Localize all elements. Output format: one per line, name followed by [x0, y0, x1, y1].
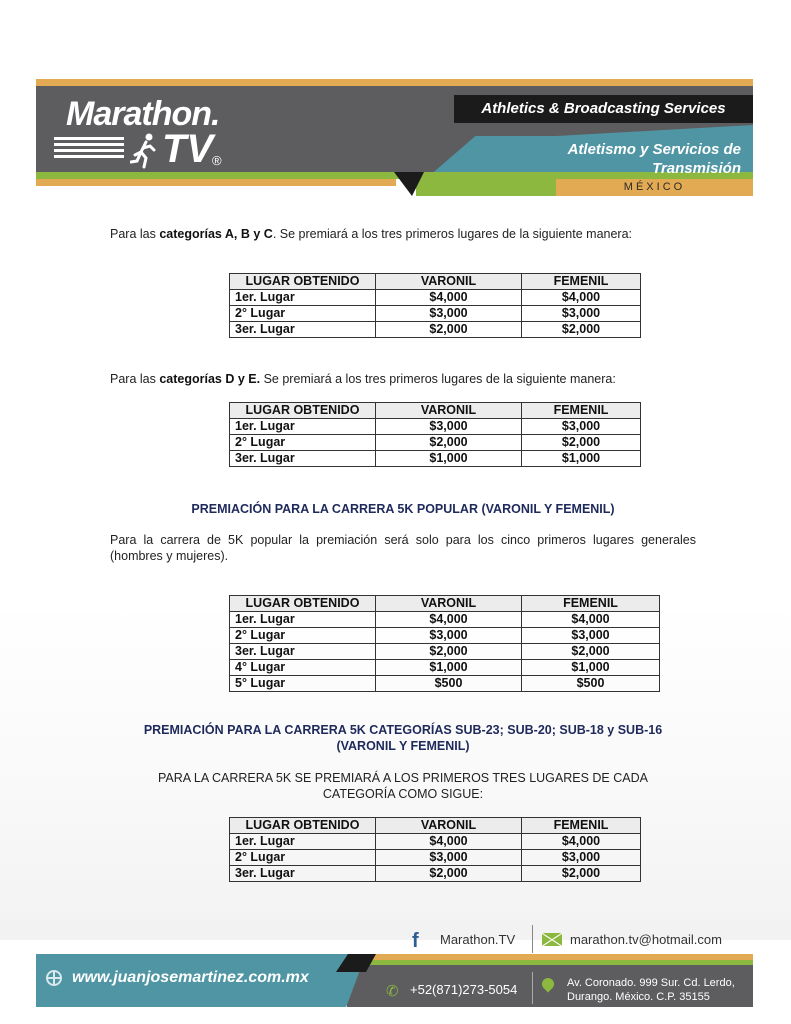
section4-title-line1: PREMIACIÓN PARA LA CARRERA 5K CATEGORÍAS SUB-23; SUB-20; SUB-18 y SUB-16: [143, 723, 663, 737]
header-cell: VARONIL: [376, 403, 522, 419]
table-cell: $1,000: [376, 660, 522, 676]
logo-word-marathon: Marathon.: [66, 95, 220, 133]
section3-title: PREMIACIÓN PARA LA CARRERA 5K POPULAR (VARONIL Y FEMENIL): [191, 502, 615, 516]
table-cell: $4,000: [522, 612, 660, 628]
table-row: [230, 435, 641, 451]
header-cell: LUGAR OBTENIDO: [230, 818, 376, 834]
table-cell: 1er. Lugar: [230, 612, 376, 628]
table-cell: $2,000: [522, 644, 660, 660]
table-cell: $4,000: [522, 834, 641, 850]
table-cell: $4,000: [376, 290, 522, 306]
prize-table-sub-categories: [229, 817, 641, 882]
table-header-row: [230, 403, 641, 419]
website-link[interactable]: www.juanjosemartinez.com.mx: [72, 969, 309, 986]
table-cell: 5° Lugar: [230, 676, 376, 692]
table-cell: $500: [522, 676, 660, 692]
table-header-row: [230, 818, 641, 834]
header-gold-strip: [36, 179, 396, 186]
table-header-row: [230, 274, 641, 290]
address: [567, 976, 735, 1004]
table-cell: 1er. Lugar: [230, 290, 376, 306]
table-row: [230, 451, 641, 467]
table-row: [230, 419, 641, 435]
header-country: MÉXICO: [556, 179, 753, 196]
header-cell: LUGAR OBTENIDO: [230, 274, 376, 290]
table-row: [230, 628, 660, 644]
table-cell: $1,000: [376, 451, 522, 467]
section3-intro: Para la carrera de 5K popular la premiación será solo para los cinco primeros lugares generales (hombres y mujeres).: [110, 533, 696, 563]
facebook-link[interactable]: Marathon.TV: [440, 932, 516, 947]
table-row: [230, 612, 660, 628]
prize-table-5k-popular: [229, 595, 660, 692]
table-cell: $3,000: [376, 419, 522, 435]
table-cell: $3,000: [376, 850, 522, 866]
header-cell: VARONIL: [376, 274, 522, 290]
table-cell: $2,000: [376, 322, 522, 338]
table-cell: 2° Lugar: [230, 850, 376, 866]
table-cell: 4° Lugar: [230, 660, 376, 676]
marathon-tv-logo: [54, 93, 254, 173]
section4-intro-line1: PARA LA CARRERA 5K SE PREMIARÁ A LOS PRIMEROS TRES LUGARES DE CADA: [158, 771, 648, 785]
section1-intro: Para las categorías A, B y C. Se premiará a los tres primeros lugares de la siguiente manera:: [110, 227, 633, 241]
table-cell: $2,000: [522, 866, 641, 882]
table-cell: $1,000: [522, 451, 641, 467]
section2-intro: Para las categorías D y E. Se premiará a los tres primeros lugares de la siguiente manera:: [110, 372, 616, 386]
table-cell: 2° Lugar: [230, 628, 376, 644]
table-cell: $4,000: [376, 834, 522, 850]
header-tagline-es: Atletismo y Servicios de Transmisión: [567, 141, 741, 177]
header-green-block: [416, 179, 556, 196]
table-row: [230, 644, 660, 660]
address-line1: Av. Coronado. 999 Sur. Cd. Lerdo,: [567, 977, 735, 989]
table-row: [230, 290, 641, 306]
table-row: [230, 866, 641, 882]
table-row: [230, 834, 641, 850]
table-cell: $4,000: [376, 612, 522, 628]
table-cell: 1er. Lugar: [230, 834, 376, 850]
footer-divider: [532, 972, 533, 1004]
header-cell: VARONIL: [376, 596, 522, 612]
email-link[interactable]: marathon.tv@hotmail.com: [570, 932, 722, 947]
table-cell: $1,000: [522, 660, 660, 676]
prize-table-de: [229, 402, 641, 467]
table-cell: 2° Lugar: [230, 306, 376, 322]
table-cell: $4,000: [522, 290, 641, 306]
table-cell: 1er. Lugar: [230, 419, 376, 435]
table-cell: $3,000: [522, 419, 641, 435]
table-cell: $2,000: [376, 866, 522, 882]
table-cell: $2,000: [522, 435, 641, 451]
table-cell: $2,000: [376, 435, 522, 451]
table-row: [230, 660, 660, 676]
header-cell: FEMENIL: [522, 596, 660, 612]
table-row: [230, 676, 660, 692]
header-cell: FEMENIL: [522, 818, 641, 834]
table-cell: $3,000: [376, 306, 522, 322]
table-row: [230, 322, 641, 338]
table-cell: $2,000: [522, 322, 641, 338]
table-cell: 2° Lugar: [230, 435, 376, 451]
prize-table-abc: [229, 273, 641, 338]
header-tagline-en: Athletics & Broadcasting Services: [454, 95, 753, 123]
section4-intro-line2: CATEGORÍA COMO SIGUE:: [322, 787, 484, 801]
table-cell: 3er. Lugar: [230, 644, 376, 660]
section4-intro: [110, 770, 696, 802]
header-cell: VARONIL: [376, 818, 522, 834]
table-cell: $3,000: [522, 628, 660, 644]
page-header: [36, 79, 753, 196]
table-cell: $3,000: [376, 628, 522, 644]
section4-title: [110, 722, 696, 754]
registered-mark: ®: [212, 153, 222, 168]
phone-number[interactable]: +52(871)273-5054: [410, 982, 518, 997]
table-row: [230, 850, 641, 866]
table-cell: 3er. Lugar: [230, 322, 376, 338]
header-cell: FEMENIL: [522, 403, 641, 419]
table-header-row: [230, 596, 660, 612]
address-line2: Durango. México. C.P. 35155: [567, 991, 710, 1003]
header-cell: LUGAR OBTENIDO: [230, 403, 376, 419]
globe-icon: [46, 970, 62, 986]
phone-icon: ✆: [386, 983, 399, 1000]
facebook-icon[interactable]: f: [412, 930, 419, 952]
table-cell: 3er. Lugar: [230, 866, 376, 882]
table-cell: $3,000: [522, 850, 641, 866]
table-cell: $500: [376, 676, 522, 692]
table-cell: 3er. Lugar: [230, 451, 376, 467]
footer-divider: [532, 925, 533, 953]
runner-icon: [130, 133, 160, 169]
logo-word-tv: TV: [162, 127, 214, 171]
table-row: [230, 306, 641, 322]
header-cell: LUGAR OBTENIDO: [230, 596, 376, 612]
email-icon[interactable]: [542, 933, 562, 946]
header-gold-band: [36, 79, 753, 86]
table-cell: $3,000: [522, 306, 641, 322]
header-cell: FEMENIL: [522, 274, 641, 290]
logo-speed-lines: [54, 137, 124, 165]
table-cell: $2,000: [376, 644, 522, 660]
section4-title-line2: (VARONIL Y FEMENIL): [336, 739, 470, 753]
